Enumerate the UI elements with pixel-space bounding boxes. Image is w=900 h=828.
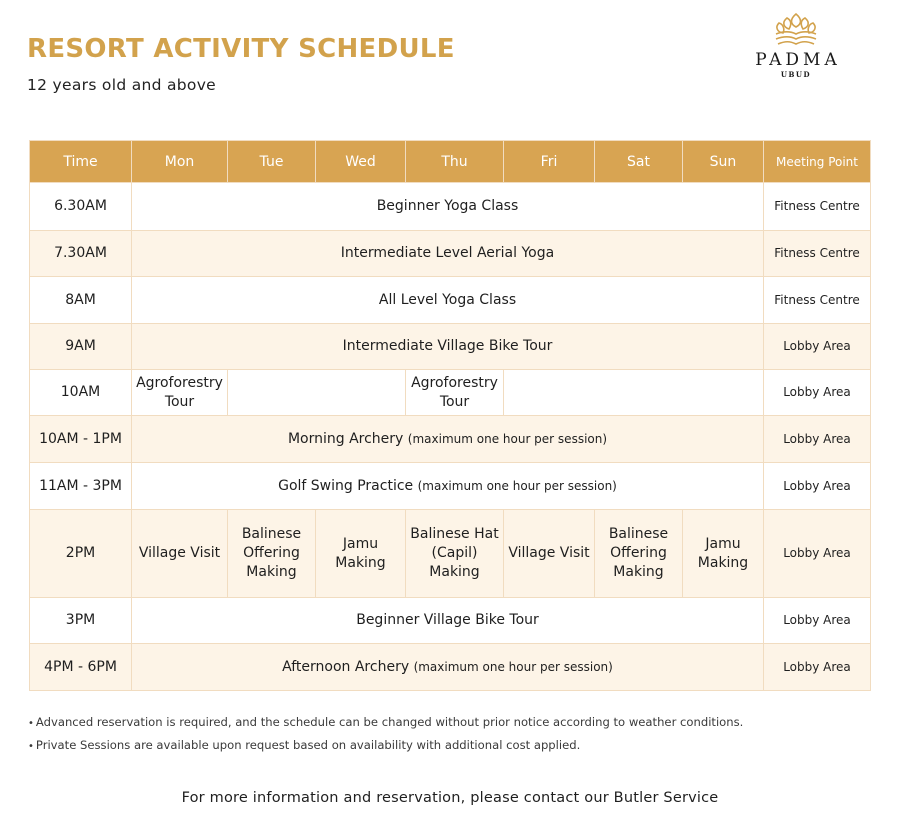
activity-cell <box>132 463 764 510</box>
lotus-icon <box>770 12 822 46</box>
time-cell: 8AM <box>30 277 132 324</box>
activity-cell-mon: Village Visit <box>132 510 228 598</box>
activity-cell: Beginner Village Bike Tour <box>132 598 764 644</box>
activity-schedule-table <box>29 140 871 691</box>
table-row <box>30 463 871 510</box>
activity-cell-sat: Balinese Offering Making <box>595 510 683 598</box>
note-item: • Advanced reservation is required, and the schedule can be changed without prior notice according to weather conditions. <box>28 712 743 735</box>
activity-cell <box>132 416 764 463</box>
header-meeting-point: Meeting Point <box>764 141 871 183</box>
time-cell: 2PM <box>30 510 132 598</box>
table-row <box>30 370 871 416</box>
footer-contact: For more information and reservation, please contact our Butler Service <box>181 790 719 806</box>
table-row <box>30 183 871 231</box>
meeting-point-cell: Lobby Area <box>764 324 871 370</box>
activity-cell: Beginner Yoga Class <box>132 183 764 231</box>
activity-cell-tue: Balinese Offering Making <box>228 510 316 598</box>
empty-cell <box>504 370 764 416</box>
time-cell: 11AM - 3PM <box>30 463 132 510</box>
activity-cell-mon: Agroforestry Tour <box>132 370 228 416</box>
activity-cell-thu: Agroforestry Tour <box>406 370 504 416</box>
meeting-point-cell: Lobby Area <box>764 463 871 510</box>
time-cell: 10AM - 1PM <box>30 416 132 463</box>
logo-name: PADMA <box>755 50 841 70</box>
activity-cell-sun: Jamu Making <box>683 510 764 598</box>
activity-cell-fri: Village Visit <box>504 510 595 598</box>
meeting-point-cell: Fitness Centre <box>764 183 871 231</box>
meeting-point-cell: Lobby Area <box>764 370 871 416</box>
meeting-point-cell: Lobby Area <box>764 510 871 598</box>
padma-logo <box>740 12 852 88</box>
table-row <box>30 510 871 598</box>
logo-subname: UBUD <box>780 70 812 79</box>
table-row <box>30 598 871 644</box>
note-item: • Private Sessions are available upon request based on availability with additional cost applied. <box>28 735 743 758</box>
time-cell: 4PM - 6PM <box>30 644 132 691</box>
meeting-point-cell: Lobby Area <box>764 598 871 644</box>
activity-name: Afternoon Archery <box>282 658 410 675</box>
header-sat: Sat <box>595 141 683 183</box>
activity-cell-wed: Jamu Making <box>316 510 406 598</box>
page-title: RESORT ACTIVITY SCHEDULE <box>27 34 455 64</box>
table-row <box>30 277 871 324</box>
time-cell: 3PM <box>30 598 132 644</box>
header-tue: Tue <box>228 141 316 183</box>
table-row <box>30 324 871 370</box>
header-mon: Mon <box>132 141 228 183</box>
activity-name: Golf Swing Practice <box>278 477 414 494</box>
table-header-row <box>30 141 871 183</box>
activity-note: (maximum one hour per session) <box>417 478 617 493</box>
age-subtitle: 12 years old and above <box>27 76 217 94</box>
activity-name: Morning Archery <box>287 430 404 447</box>
header-sun: Sun <box>683 141 764 183</box>
activity-cell <box>132 644 764 691</box>
meeting-point-cell: Fitness Centre <box>764 277 871 324</box>
meeting-point-cell: Lobby Area <box>764 644 871 691</box>
meeting-point-cell: Lobby Area <box>764 416 871 463</box>
time-cell: 10AM <box>30 370 132 416</box>
header-thu: Thu <box>406 141 504 183</box>
activity-cell: Intermediate Village Bike Tour <box>132 324 764 370</box>
table-row <box>30 416 871 463</box>
notes <box>28 712 743 757</box>
activity-cell-thu: Balinese Hat (Capil) Making <box>406 510 504 598</box>
time-cell: 9AM <box>30 324 132 370</box>
activity-cell: Intermediate Level Aerial Yoga <box>132 231 764 277</box>
empty-cell <box>228 370 406 416</box>
activity-cell: All Level Yoga Class <box>132 277 764 324</box>
meeting-point-cell: Fitness Centre <box>764 231 871 277</box>
activity-note: (maximum one hour per session) <box>413 659 613 674</box>
table-row <box>30 644 871 691</box>
header-wed: Wed <box>316 141 406 183</box>
header-time: Time <box>30 141 132 183</box>
header-fri: Fri <box>504 141 595 183</box>
time-cell: 6.30AM <box>30 183 132 231</box>
table-row <box>30 231 871 277</box>
activity-note: (maximum one hour per session) <box>407 431 608 446</box>
time-cell: 7.30AM <box>30 231 132 277</box>
